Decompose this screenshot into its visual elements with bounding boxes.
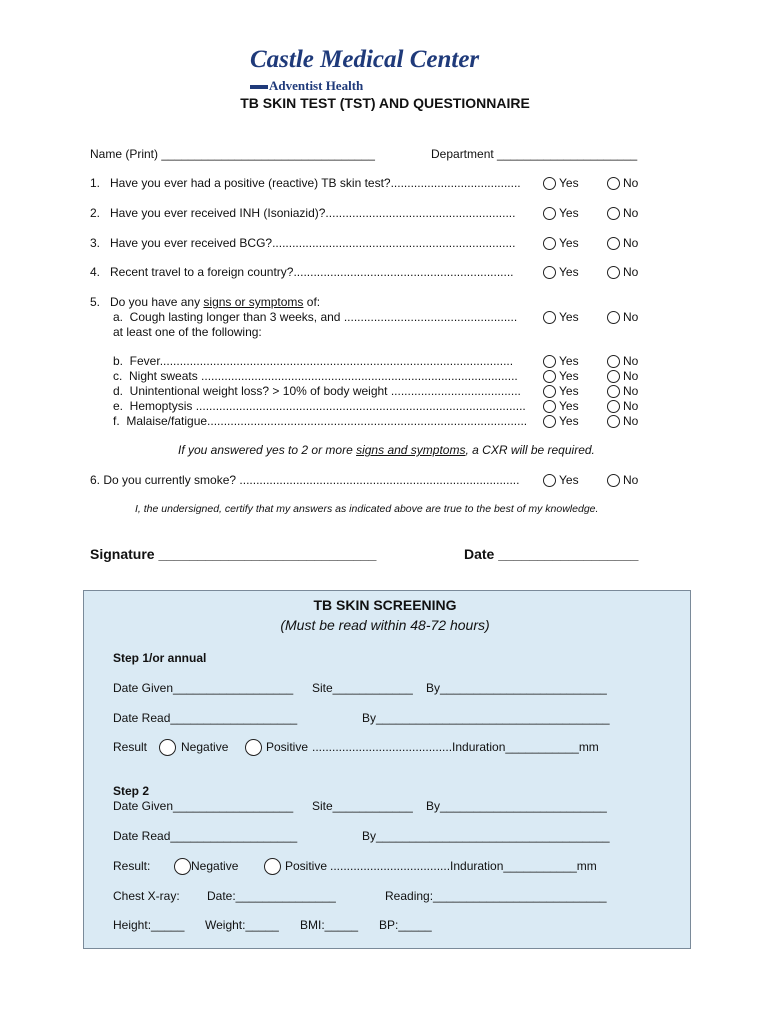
q5a-no-label: No xyxy=(623,310,639,324)
weight-field[interactable]: Weight:_____ xyxy=(205,918,279,932)
note-suffix: , a CXR will be required. xyxy=(465,443,595,457)
q6-no-radio[interactable] xyxy=(607,474,620,487)
question-5f: f. Malaise/fatigue................................................................................................ xyxy=(113,414,528,428)
question-5e: e. Hemoptysis ................................................................................................... xyxy=(113,399,526,413)
height-field[interactable]: Height:_____ xyxy=(113,918,185,932)
question-1: 1. Have you ever had a positive (reactive) TB skin test?....................................... xyxy=(90,176,521,190)
logo-subtitle xyxy=(250,78,363,94)
q3-yes-label: Yes xyxy=(559,236,579,250)
q1-yes-radio[interactable] xyxy=(543,177,556,190)
q6-no-label: No xyxy=(623,473,639,487)
q6-yes-label: Yes xyxy=(559,473,579,487)
q5e-no-radio[interactable] xyxy=(607,400,620,413)
step2-by-read[interactable]: By___________________________________ xyxy=(362,829,610,843)
logo-subtitle-text: Adventist Health xyxy=(269,78,364,93)
step1-date-given[interactable]: Date Given__________________ xyxy=(113,681,294,695)
q5c-no-radio[interactable] xyxy=(607,370,620,383)
q2-yes-label: Yes xyxy=(559,206,579,220)
step1-negative-label: Negative xyxy=(181,740,229,754)
q5-signs-link: signs or symptoms xyxy=(203,295,304,309)
step1-positive-label: Positive xyxy=(266,740,309,754)
step2-positive-label: Positive xyxy=(285,859,328,873)
step1-induration[interactable]: ..........................................Induration___________mm xyxy=(312,740,599,754)
q5f-yes-radio[interactable] xyxy=(543,415,556,428)
page-title: TB SKIN TEST (TST) AND QUESTIONNAIRE xyxy=(240,95,530,111)
bmi-field[interactable]: BMI:_____ xyxy=(300,918,359,932)
logo-bar-icon xyxy=(250,85,268,89)
q1-no-label: No xyxy=(623,176,639,190)
certify-statement: I, the undersigned, certify that my answers as indicated above are true to the best of my knowledge. xyxy=(135,503,599,515)
q5c-no-label: No xyxy=(623,369,639,383)
chest-xray-date[interactable]: Date:_______________ xyxy=(207,889,336,903)
q5b-no-radio[interactable] xyxy=(607,355,620,368)
note-signs-link: signs and symptoms xyxy=(356,443,466,457)
q1-no-radio[interactable] xyxy=(607,177,620,190)
question-4: 4. Recent travel to a foreign country?.................................................................. xyxy=(90,265,514,279)
date-field[interactable]: Date __________________ xyxy=(464,546,639,562)
q4-no-radio[interactable] xyxy=(607,266,620,279)
question-3: 3. Have you ever received BCG?......................................................................... xyxy=(90,236,516,250)
q5-prefix: 5. Do you have any xyxy=(90,295,204,309)
question-5a: a. Cough lasting longer than 3 weeks, and .................................................... xyxy=(113,310,518,324)
chest-xray-reading[interactable]: Reading:__________________________ xyxy=(385,889,607,903)
q5e-yes-radio[interactable] xyxy=(543,400,556,413)
question-5 xyxy=(90,295,320,309)
q3-no-radio[interactable] xyxy=(607,237,620,250)
screening-title: TB SKIN SCREENING xyxy=(313,597,457,613)
step1-result-label: Result xyxy=(113,740,148,754)
step2-site[interactable]: Site____________ xyxy=(312,799,413,813)
q5c-yes-label: Yes xyxy=(559,369,579,383)
cxr-note xyxy=(178,443,595,457)
q5a-yes-radio[interactable] xyxy=(543,311,556,324)
q4-yes-radio[interactable] xyxy=(543,266,556,279)
q5b-yes-radio[interactable] xyxy=(543,355,556,368)
q5e-yes-label: Yes xyxy=(559,399,579,413)
step2-date-given[interactable]: Date Given__________________ xyxy=(113,799,294,813)
screening-subtitle: (Must be read within 48-72 hours) xyxy=(280,617,490,633)
q5-suffix: of: xyxy=(303,295,321,309)
q5f-no-label: No xyxy=(623,414,639,428)
q5d-yes-radio[interactable] xyxy=(543,385,556,398)
q4-yes-label: Yes xyxy=(559,265,579,279)
q5e-no-label: No xyxy=(623,399,639,413)
step2-result-label: Result: xyxy=(113,859,151,873)
q5d-yes-label: Yes xyxy=(559,384,579,398)
step1-heading: Step 1/or annual xyxy=(113,651,207,665)
step1-negative-radio[interactable] xyxy=(159,739,176,756)
q2-yes-radio[interactable] xyxy=(543,207,556,220)
q4-no-label: No xyxy=(623,265,639,279)
step1-by-read[interactable]: By___________________________________ xyxy=(362,711,610,725)
question-6: 6. Do you currently smoke? .................................................................................... xyxy=(90,473,520,487)
q5d-no-label: No xyxy=(623,384,639,398)
q5f-yes-label: Yes xyxy=(559,414,579,428)
signature-field[interactable]: Signature ____________________________ xyxy=(90,546,377,562)
q6-yes-radio[interactable] xyxy=(543,474,556,487)
logo-title: Castle Medical Center xyxy=(250,46,480,73)
q1-yes-label: Yes xyxy=(559,176,579,190)
q5f-no-radio[interactable] xyxy=(607,415,620,428)
q5b-no-label: No xyxy=(623,354,639,368)
chest-xray-label: Chest X-ray: xyxy=(113,889,180,903)
question-5c: c. Night sweats ............................................................................................... xyxy=(113,369,518,383)
step2-negative-label: Negative xyxy=(191,859,239,873)
step1-by[interactable]: By_________________________ xyxy=(426,681,607,695)
step1-positive-radio[interactable] xyxy=(245,739,262,756)
step2-heading: Step 2 xyxy=(113,784,150,798)
step1-date-read[interactable]: Date Read___________________ xyxy=(113,711,298,725)
q5c-yes-radio[interactable] xyxy=(543,370,556,383)
q5a-yes-label: Yes xyxy=(559,310,579,324)
bp-field[interactable]: BP:_____ xyxy=(379,918,432,932)
q5d-no-radio[interactable] xyxy=(607,385,620,398)
q3-yes-radio[interactable] xyxy=(543,237,556,250)
step2-date-read[interactable]: Date Read___________________ xyxy=(113,829,298,843)
note-prefix: If you answered yes to 2 or more xyxy=(178,443,357,457)
step2-negative-radio[interactable] xyxy=(174,858,191,875)
step2-positive-radio[interactable] xyxy=(264,858,281,875)
step1-site[interactable]: Site____________ xyxy=(312,681,413,695)
q2-no-radio[interactable] xyxy=(607,207,620,220)
step2-induration[interactable]: ....................................Induration___________mm xyxy=(330,859,597,873)
question-5a-cont: at least one of the following: xyxy=(113,325,262,339)
q2-no-label: No xyxy=(623,206,639,220)
step2-by[interactable]: By_________________________ xyxy=(426,799,607,813)
q5a-no-radio[interactable] xyxy=(607,311,620,324)
q3-no-label: No xyxy=(623,236,639,250)
question-2: 2. Have you ever received INH (Isoniazid)?......................................................... xyxy=(90,206,516,220)
department-field[interactable]: Department _____________________ xyxy=(431,147,638,161)
q5b-yes-label: Yes xyxy=(559,354,579,368)
question-5b: b. Fever.......................................................................................................... xyxy=(113,354,514,368)
name-field[interactable]: Name (Print) ________________________________ xyxy=(90,147,375,161)
question-5d: d. Unintentional weight loss? > 10% of body weight ....................................... xyxy=(113,384,521,398)
